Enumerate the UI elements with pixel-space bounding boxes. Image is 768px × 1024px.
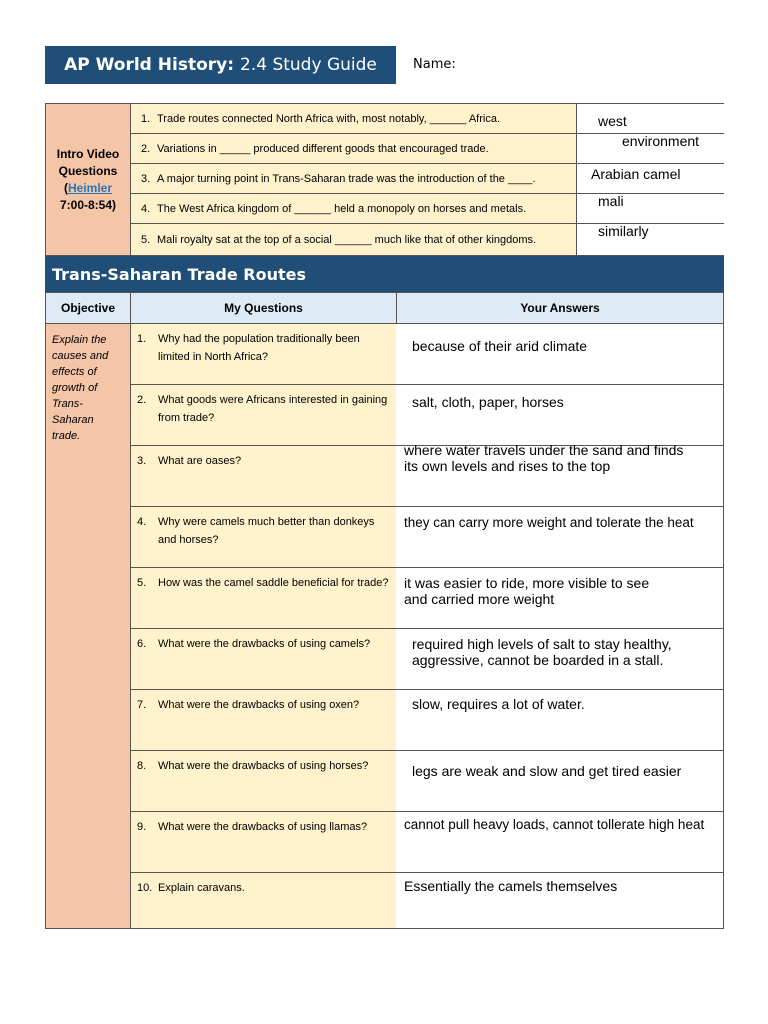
intro-answer-4[interactable]: mali — [576, 194, 724, 224]
intro-answer-5[interactable]: similarly — [576, 224, 724, 255]
question-row-2: 2. What goods were Africans interested in gaining from trade? — [130, 385, 397, 446]
intro-label-time: 7:00-8:54) — [59, 197, 116, 212]
title-course: AP World History: — [64, 55, 235, 75]
intro-label-open: ( — [63, 180, 68, 195]
heimler-link[interactable]: Heimler — [67, 180, 112, 195]
intro-question-3: 3. A major turning point in Trans-Saharan trade was the introduction of the ____. — [131, 164, 576, 194]
intro-label-line1: Intro Video — [56, 146, 120, 161]
question-row-1: 1. Why had the population traditionally been limited in North Africa? — [130, 324, 397, 385]
intro-question-2: 2. Variations in _____ produced different goods that encouraged trade. — [131, 134, 576, 164]
question-row-6: 6. What were the drawbacks of using camels? — [130, 629, 397, 690]
question-row-4: 4. Why were camels much better than donkeys and horses? — [130, 507, 397, 568]
question-text: Explain caravans. — [158, 882, 245, 894]
question-row-8: 8. What were the drawbacks of using horses? — [130, 751, 397, 812]
question-row-5: 5. How was the camel saddle beneficial for trade? — [130, 568, 397, 629]
question-text: What goods were Africans interested in gaining from trade? — [158, 394, 388, 424]
intro-question-5: 5. Mali royalty sat at the top of a social ______ much like that of other kingdoms. — [131, 224, 576, 255]
question-row-10: 10. Explain caravans. — [130, 873, 397, 929]
question-text: What were the drawbacks of using camels? — [158, 638, 371, 650]
answer-cell-7[interactable]: slow, requires a lot of water. — [396, 690, 724, 751]
question-text: What were the drawbacks of using llamas? — [158, 821, 368, 833]
intro-question-text: The West Africa kingdom of ______ held a monopoly on horses and metals. — [157, 202, 527, 215]
intro-question-4: 4. The West Africa kingdom of ______ held a monopoly on horses and metals. — [131, 194, 576, 224]
intro-label — [46, 104, 131, 255]
name-label: Name: — [413, 57, 456, 72]
intro-answer-1[interactable]: west — [576, 104, 724, 134]
intro-label-line2: Questions — [58, 163, 118, 178]
question-row-9: 9. What were the drawbacks of using llamas? — [130, 812, 397, 873]
intro-question-text: Mali royalty sat at the top of a social ______ much like that of other kingdoms. — [157, 233, 537, 246]
intro-question-text: Variations in _____ produced different goods that encouraged trade. — [157, 142, 489, 155]
question-text: What are oases? — [158, 455, 242, 467]
answer-cell-9[interactable]: cannot pull heavy loads, cannot tollerate high heat — [396, 812, 724, 873]
intro-answer-2[interactable]: environment — [576, 134, 724, 164]
intro-answer-3[interactable]: Arabian camel — [576, 164, 724, 194]
answer-cell-6[interactable]: required high levels of salt to stay healthy, aggressive, cannot be boarded in a stall. — [396, 629, 724, 690]
column-header-questions: My Questions — [130, 292, 397, 324]
objective-cell: Explain the causes and effects of growth of Trans-Saharan trade. — [45, 324, 131, 929]
answer-cell-8[interactable]: legs are weak and slow and get tired easier — [396, 751, 724, 812]
column-header-answers: Your Answers — [396, 292, 724, 324]
question-text: What were the drawbacks of using horses? — [158, 760, 369, 772]
intro-question-1: 1. Trade routes connected North Africa with, most notably, ______ Africa. — [131, 104, 576, 134]
answer-cell-4[interactable]: they can carry more weight and tolerate the heat — [396, 507, 724, 568]
question-text: How was the camel saddle beneficial for trade? — [158, 577, 389, 589]
question-text: Why were camels much better than donkeys and horses? — [158, 516, 375, 546]
answer-cell-5[interactable]: it was easier to ride, more visible to see and carried more weight — [396, 568, 724, 629]
page-title — [45, 46, 396, 84]
intro-question-text: Trade routes connected North Africa with, most notably, ______ Africa. — [157, 112, 501, 125]
answer-cell-2[interactable]: salt, cloth, paper, horses — [396, 385, 724, 446]
answer-cell-3[interactable]: where water travels under the sand and finds its own levels and rises to the top — [396, 446, 724, 507]
question-text: Why had the population traditionally been limited in North Africa? — [158, 333, 360, 363]
answer-cell-10[interactable]: Essentially the camels themselves — [396, 873, 724, 929]
answer-cell-1[interactable]: because of their arid climate — [396, 324, 724, 385]
intro-question-text: A major turning point in Trans-Saharan trade was the introduction of the ____. — [157, 172, 536, 185]
column-header-objective: Objective — [45, 292, 131, 324]
section-header: Trans-Saharan Trade Routes — [45, 256, 724, 292]
title-guide: 2.4 Study Guide — [240, 55, 377, 75]
question-text: What were the drawbacks of using oxen? — [158, 699, 360, 711]
question-row-7: 7. What were the drawbacks of using oxen? — [130, 690, 397, 751]
question-row-3: 3. What are oases? — [130, 446, 397, 507]
intro-video-section — [45, 103, 724, 256]
